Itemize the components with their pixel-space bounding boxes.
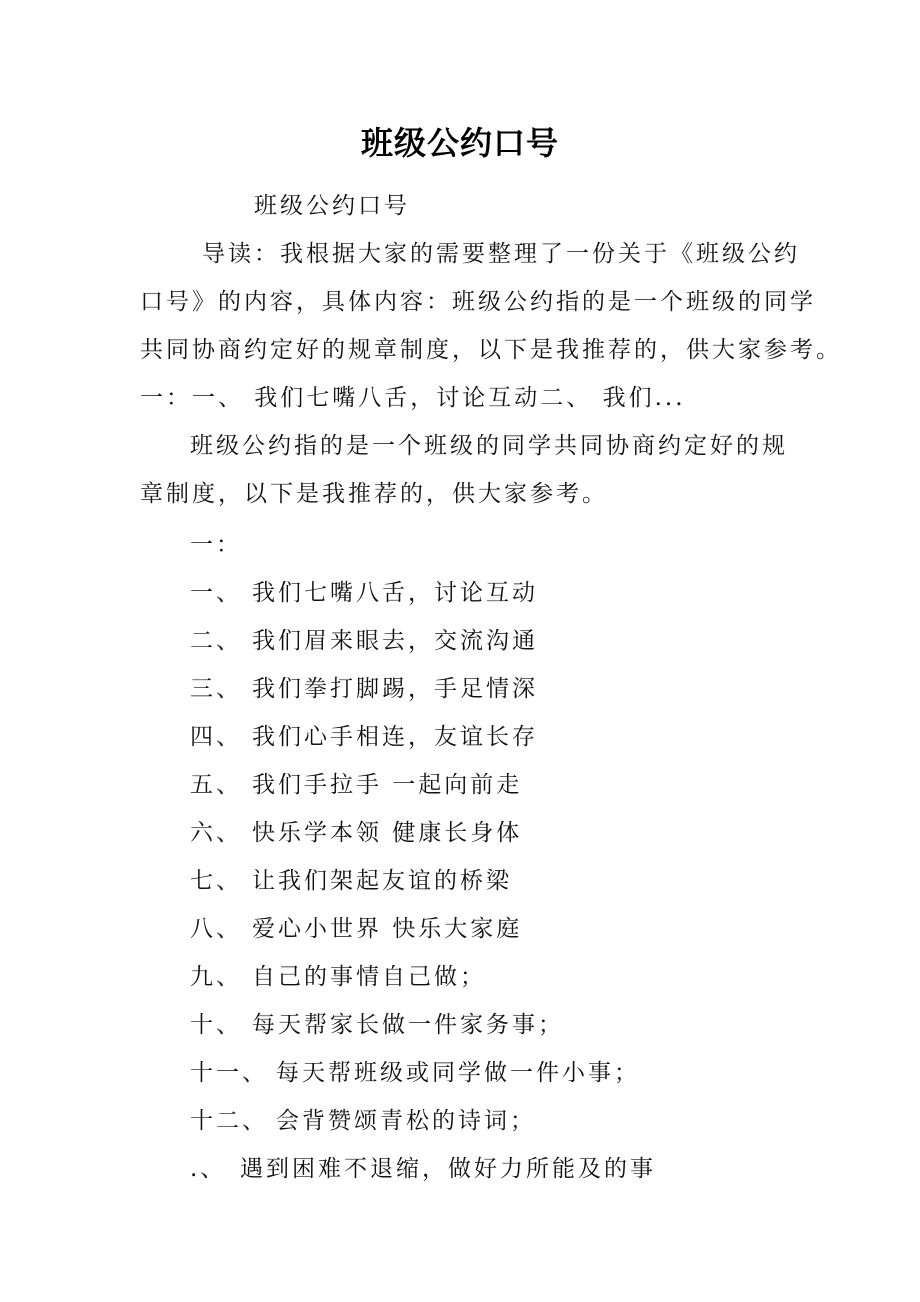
slogan-item — [190, 818, 522, 848]
slogan-number: 三、 — [190, 676, 242, 702]
slogan-text: 爱心小世界 快乐大家庭 — [252, 916, 523, 942]
intro-line-3: 共同协商约定好的规章制度，以下是我推荐的，供大家参考。 — [140, 337, 842, 363]
slogan-text: 每天帮班级或同学做一件小事； — [276, 1060, 640, 1086]
slogan-number: 二、 — [190, 628, 242, 654]
slogan-number: 十二、 — [190, 1108, 268, 1134]
slogan-number: 八、 — [190, 916, 242, 942]
slogan-number: 十、 — [190, 1012, 242, 1038]
slogan-number: .、 — [190, 1156, 227, 1182]
slogan-item — [190, 1106, 536, 1136]
slogan-number: 九、 — [190, 964, 242, 990]
intro-line-4: 一：一、 我们七嘴八舌，讨论互动二、 我们... — [140, 385, 686, 411]
slogan-item — [190, 1154, 656, 1184]
slogan-number: 六、 — [190, 820, 242, 846]
section-label: 一： — [190, 532, 242, 558]
slogan-text: 我们眉来眼去，交流沟通 — [252, 628, 538, 654]
slogan-text: 每天帮家长做一件家务事； — [252, 1012, 564, 1038]
slogan-number: 十一、 — [190, 1060, 268, 1086]
slogan-text: 遇到困难不退缩，做好力所能及的事 — [240, 1156, 656, 1182]
slogan-item — [190, 866, 512, 896]
slogan-item — [190, 1058, 640, 1088]
slogan-text: 会背赞颂青松的诗词； — [276, 1108, 536, 1134]
body-line-1: 班级公约指的是一个班级的同学共同协商约定好的规 — [190, 433, 788, 459]
intro-line-1: 导读：我根据大家的需要整理了一份关于《班级公约 — [202, 241, 800, 267]
slogan-number: 一、 — [190, 580, 242, 606]
slogan-text: 自己的事情自己做； — [252, 964, 486, 990]
slogan-text: 我们拳打脚踢，手足情深 — [252, 676, 538, 702]
slogan-item — [190, 722, 538, 752]
document-title: 班级公约口号 — [360, 124, 559, 162]
slogan-number: 四、 — [190, 724, 242, 750]
slogan-text: 快乐学本领 健康长身体 — [252, 820, 523, 846]
slogan-text: 我们手拉手 一起向前走 — [252, 772, 523, 798]
slogan-text: 我们七嘴八舌，讨论互动 — [252, 580, 538, 606]
slogan-item — [190, 962, 486, 992]
intro-line-2: 口号》的内容，具体内容：班级公约指的是一个班级的同学 — [140, 289, 816, 315]
slogan-item — [190, 674, 538, 704]
slogan-text: 让我们架起友谊的桥梁 — [252, 868, 512, 894]
slogan-item — [190, 914, 522, 944]
slogan-number: 七、 — [190, 868, 242, 894]
document-subtitle: 班级公约口号 — [254, 193, 410, 219]
slogan-item — [190, 626, 538, 656]
slogan-item — [190, 770, 522, 800]
slogan-number: 五、 — [190, 772, 242, 798]
slogan-item — [190, 1010, 564, 1040]
slogan-item — [190, 578, 538, 608]
slogan-text: 我们心手相连，友谊长存 — [252, 724, 538, 750]
body-line-2: 章制度，以下是我推荐的，供大家参考。 — [140, 481, 608, 507]
